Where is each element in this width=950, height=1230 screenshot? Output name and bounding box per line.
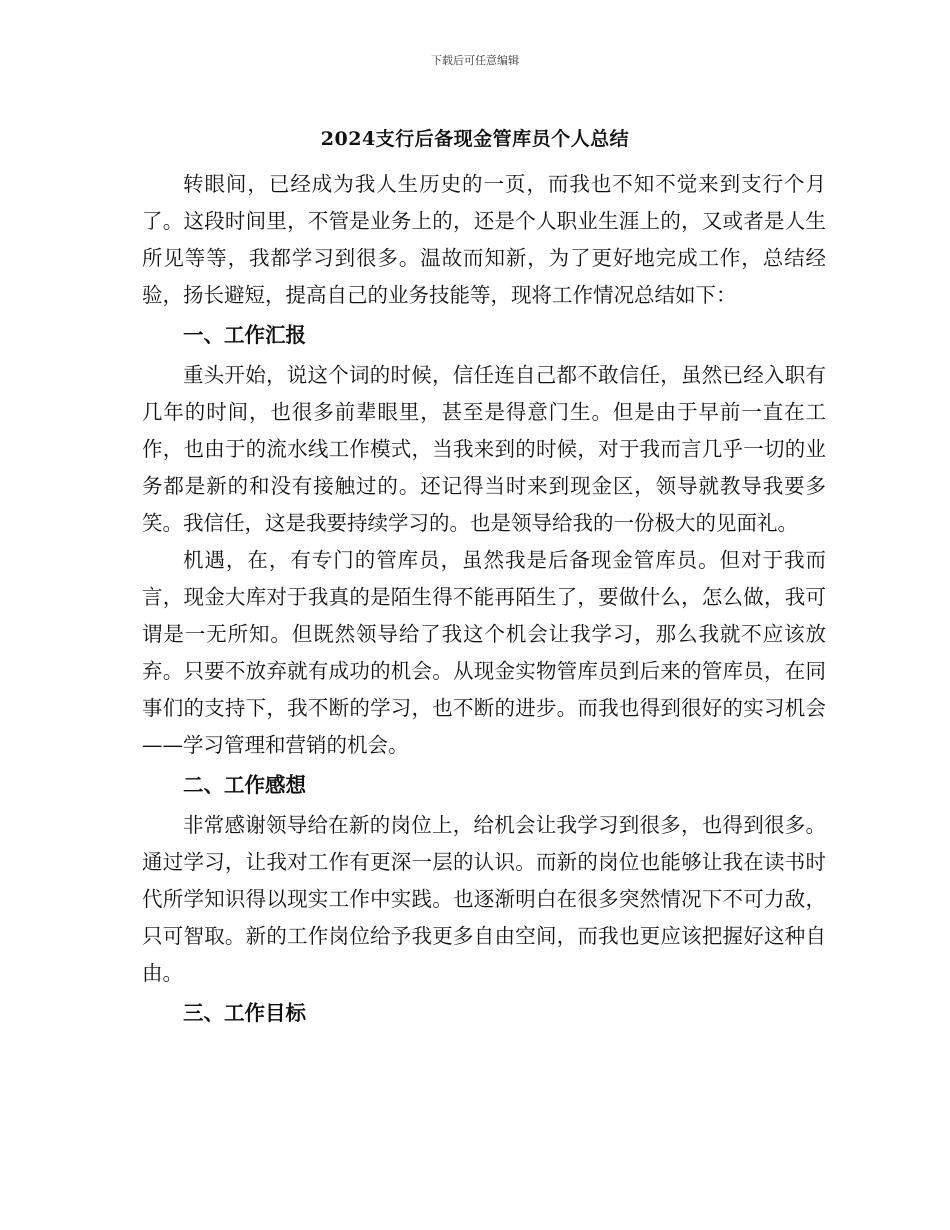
- page-header: 下载后可任意编辑: [431, 54, 519, 67]
- intro-paragraph: 转眼间，已经成为我人生历史的一页，而我也不知不觉来到支行个月了。这段时间里，不管是业务上的，还是个人职业生涯上的，又或者是人生所见等等，我都学习到很多。温故而知新，为了更好地完成工作，总结经验，扬长避短，提高自己的业务技能等，现将工作情况总结如下：: [142, 172, 826, 307]
- section-paragraph: 非常感谢领导给在新的岗位上，给机会让我学习到很多，也得到很多。通过学习，让我对工作有更深一层的认识。而新的岗位也能够让我在读书时代所学知识得以现实工作中实践。也逐渐明白在很多突然情况下不可力敌，只可智取。新的工作岗位给予我更多自由空间，而我也更应该把握好这种自由。: [142, 813, 826, 985]
- section-heading-work-report: 一、工作汇报: [183, 323, 306, 347]
- section-heading-work-goals: 三、工作目标: [183, 1001, 306, 1025]
- section-heading-work-reflections: 二、工作感想: [183, 773, 306, 797]
- section-paragraph: 重头开始，说这个词的时候，信任连自己都不敢信任，虽然已经入职有几年的时间，也很多前辈眼里，甚至是得意门生。但是由于早前一直在工作，也由于的流水线工作模式，当我来到的时候，对于我而言几乎一切的业务都是新的和没有接触过的。还记得当时来到现金区，领导就教导我要多笑。我信任，这是我要持续学习的。也是领导给我的一份极大的见面礼。: [142, 363, 826, 535]
- section-paragraph: 机遇，在，有专门的管库员，虽然我是后备现金管库员。但对于我而言，现金大库对于我真的是陌生得不能再陌生了，要做什么，怎么做，我可谓是一无所知。但既然领导给了我这个机会让我学习，那么我就不应该放弃。只要不放弃就有成功的机会。从现金实物管库员到后来的管库员，在同事们的支持下，我不断的学习，也不断的进步。而我也得到很好的实习机会——学习管理和营销的机会。: [142, 548, 826, 757]
- document-title: 2024支行后备现金管库员个人总结: [320, 128, 630, 150]
- document-body: [142, 166, 826, 1035]
